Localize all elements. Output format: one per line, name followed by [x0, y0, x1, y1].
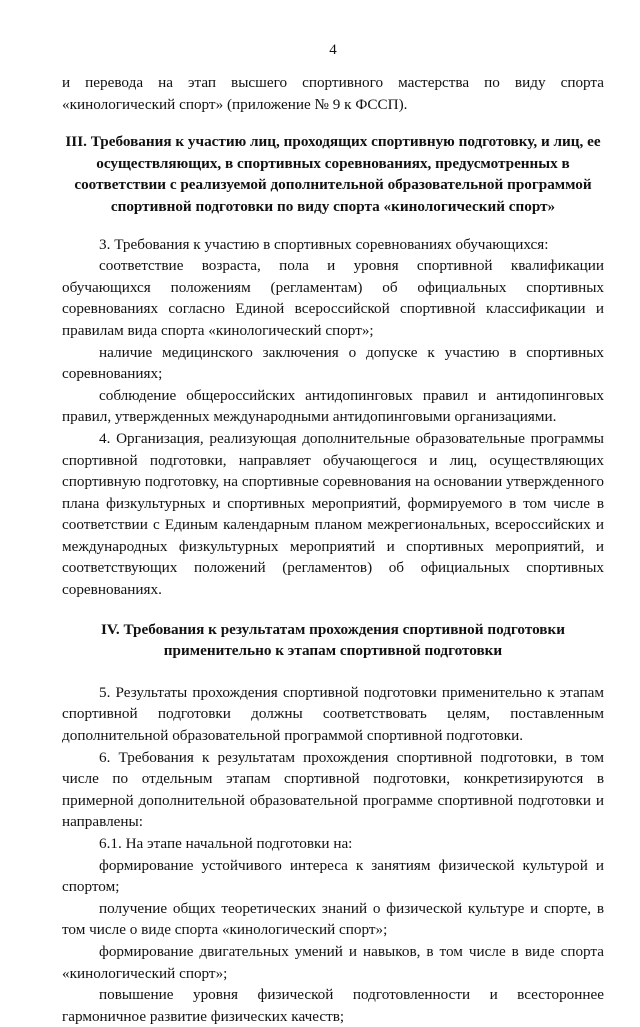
- page-number: 4: [329, 42, 337, 58]
- continuation-paragraph: и перевода на этап высшего спортивного мастерства по виду спорта «кинологический спорт» (приложение № 9 к ФССП).: [62, 74, 604, 113]
- section-3-paragraph-5: 4. Организация, реализующая дополнительные образовательные программы спортивной подготовки, направляет обучающегося и лиц, осуществляющих спортивную подготовку, на спортивные соревнования на основании утвержденного плана физкультурных и спортивных мероприятий, формируемого в том числе в соответствии с Единым календарным планом межрегиональных, всероссийских и международных физкультурных мероприятий и спортивных мероприятий, и соответствующих положений (регламентов) об официальных спортивных соревнованиях.: [62, 429, 604, 599]
- section-4-paragraph-4: формирование устойчивого интереса к занятиям физической культурой и спортом;: [62, 856, 604, 896]
- section-4-paragraph-3: 6.1. На этапе начальной подготовки на:: [99, 835, 353, 852]
- section-4-paragraph-2: 6. Требования к результатам прохождения спортивной подготовки, в том числе по отдельным этапам спортивной подготовки, конкретизируются в примерной дополнительной образовательной программе спортивной подготовки и направлены:: [62, 748, 604, 831]
- section-4-paragraph-5: получение общих теоретических знаний о физической культуре и спорте, в том числе о виде спорта «кинологический спорт»;: [62, 899, 604, 939]
- section-3-paragraph-4: соблюдение общероссийских антидопинговых правил и антидопинговых правил, утвержденных международными антидопинговыми организациями.: [62, 386, 604, 426]
- section-4-paragraph-7: повышение уровня физической подготовленности и всестороннее гармоничное развитие физических качеств;: [62, 986, 604, 1025]
- section-3-heading: III. Требования к участию лиц, проходящих спортивную подготовку, и лиц, ее осуществляющих, в спортивных соревнованиях, предусмотренных в соответствии с реализуемой дополнительной образовательной программой спортивной подготовки по виду спорта «кинологический спорт»: [65, 133, 601, 215]
- section-4-paragraph-6: формирование двигательных умений и навыков, в том числе в виде спорта «кинологический спорт»;: [62, 942, 604, 982]
- section-3-paragraph-2: соответствие возраста, пола и уровня спортивной квалификации обучающихся положениям (регламентам) об официальных спортивных соревнованиях согласно Единой всероссийской спортивной классификации и правилам вида спорта «кинологический спорт»;: [62, 257, 604, 339]
- section-3-paragraph-3: наличие медицинского заключения о допуске к участию в спортивных соревнованиях;: [62, 343, 604, 383]
- section-3-paragraph-1: 3. Требования к участию в спортивных соревнованиях обучающихся:: [99, 235, 549, 253]
- section-4-heading: IV. Требования к результатам прохождения спортивной подготовки применительно к этапам спортивной подготовки: [100, 620, 565, 660]
- section-4-paragraph-1: 5. Результаты прохождения спортивной подготовки применительно к этапам спортивной подготовки должны соответствовать целям, поставленным дополнительной образовательной программой спортивной подготовки.: [62, 683, 604, 745]
